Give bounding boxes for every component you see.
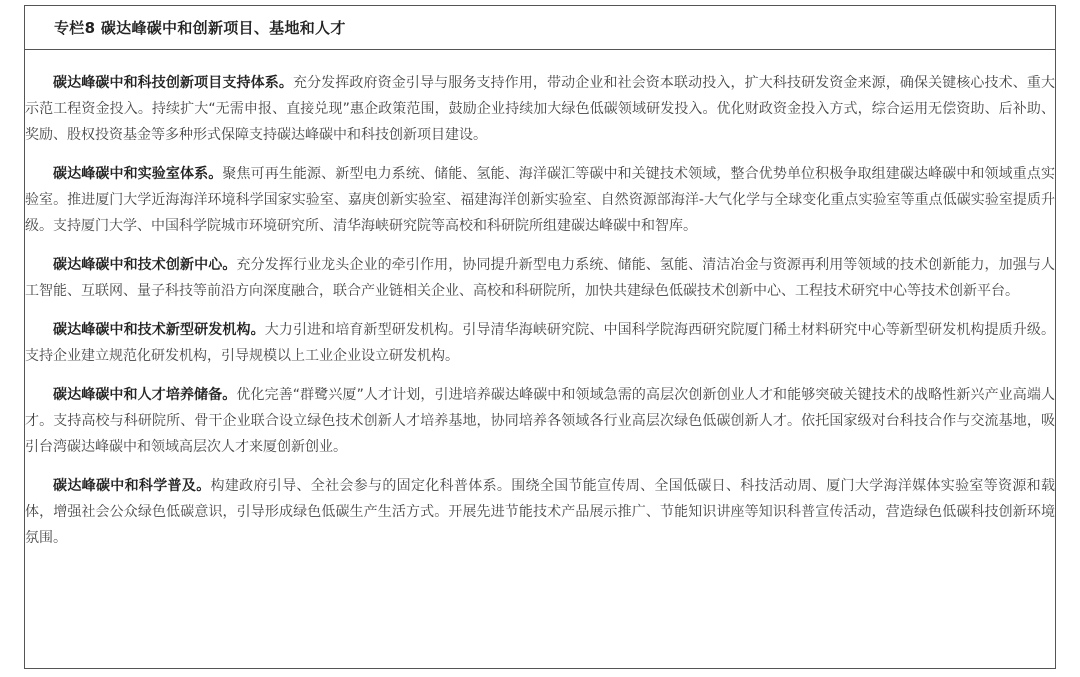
- section-heading: 碳达峰碳中和实验室体系。: [53, 166, 223, 182]
- section-text: 大力引进和培育新型研发机构。引导清华海峡研究院、中国科学院海西研究院厦门稀土材料研究中心等新型研发机构提质升级。支持企业建立规范化研发机构，引导规模以上工业企业设立研发机构。: [25, 322, 1056, 364]
- section-laboratory: [25, 161, 1055, 239]
- section-heading: 碳达峰碳中和技术新型研发机构。: [53, 322, 265, 338]
- section-text: 充分发挥行业龙头企业的牵引作用，协同提升新型电力系统、储能、氢能、清洁冶金与资源再利用等领域的技术创新能力，加强与人工智能、互联网、量子科技等前沿方向深度融合，联合产业链相关企业、高校和科研院所，加快共建绿色低碳技术创新中心、工程技术研究中心等技术创新平台。: [25, 257, 1056, 299]
- box-body: [25, 50, 1055, 551]
- box-header: [25, 6, 1055, 50]
- section-heading: 碳达峰碳中和科技创新项目支持体系。: [53, 75, 293, 91]
- section-rd-institutions: [25, 317, 1055, 369]
- section-heading: 碳达峰碳中和科学普及。: [53, 478, 211, 494]
- section-project-support: [25, 70, 1055, 148]
- section-text: 优化完善“群鹭兴厦”人才计划，引进培养碳达峰碳中和领域急需的高层次创新创业人才和能够突破关键技术的战略性新兴产业高端人才。支持高校与科研院所、骨干企业联合设立绿色技术创新人才培养基地，协同培养各领域各行业高层次绿色低碳创新人才。依托国家级对台科技合作与交流基地，吸引台湾碳达峰碳中和领域高层次人才来厦创新创业。: [25, 387, 1055, 455]
- section-innovation-center: [25, 252, 1055, 304]
- column-box: [24, 5, 1056, 669]
- section-text: 聚焦可再生能源、新型电力系统、储能、氢能、海洋碳汇等碳中和关键技术领域，整合优势单位积极争取组建碳达峰碳中和领域重点实验室。推进厦门大学近海海洋环境科学国家实验室、嘉庚创新实验室、福建海洋创新实验室、自然资源部海洋-大气化学与全球变化重点实验室等重点低碳实验室提质升级。支持厦门大学、中国科学院城市环境研究所、清华海峡研究院等高校和科研院所组建碳达峰碳中和智库。: [25, 166, 1056, 234]
- section-text: 构建政府引导、全社会参与的固定化科普体系。围绕全国节能宣传周、全国低碳日、科技活动周、厦门大学海洋媒体实验室等资源和载体，增强社会公众绿色低碳意识，引导形成绿色低碳生产生活方式。开展先进节能技术产品展示推广、节能知识讲座等知识科普宣传活动，营造绿色低碳科技创新环境氛围。: [25, 478, 1056, 546]
- section-heading: 碳达峰碳中和技术创新中心。: [53, 257, 237, 273]
- box-title: 专栏8 碳达峰碳中和创新项目、基地和人才: [54, 19, 346, 37]
- section-heading: 碳达峰碳中和人才培养储备。: [53, 387, 237, 403]
- section-science-popularization: [25, 473, 1055, 551]
- section-talent: [25, 382, 1055, 460]
- section-text: 充分发挥政府资金引导与服务支持作用，带动企业和社会资本联动投入，扩大科技研发资金来源，确保关键核心技术、重大示范工程资金投入。持续扩大“无需申报、直接兑现”惠企政策范围，鼓励企业持续加大绿色低碳领域研发投入。优化财政资金投入方式，综合运用无偿资助、后补助、奖励、股权投资基金等多种形式保障支持碳达峰碳中和科技创新项目建设。: [25, 75, 1056, 143]
